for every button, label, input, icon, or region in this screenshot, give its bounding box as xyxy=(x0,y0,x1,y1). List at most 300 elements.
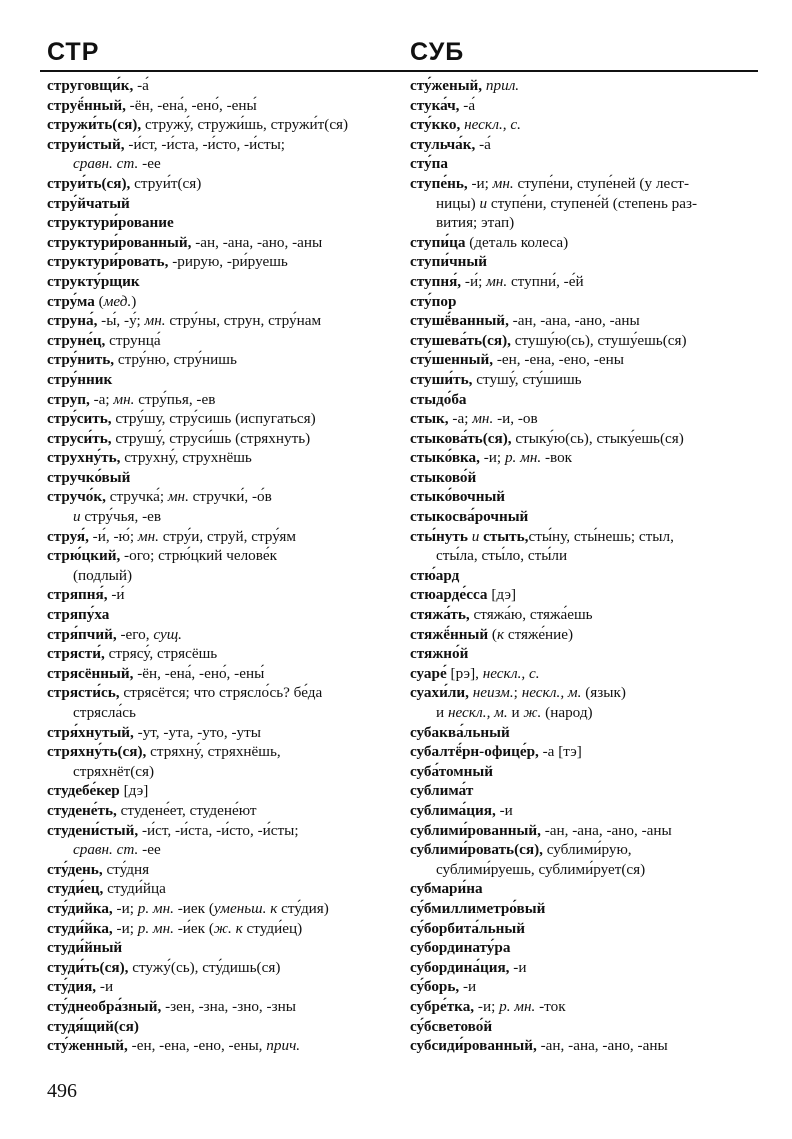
entry-continuation xyxy=(47,154,397,174)
grammar-label: и xyxy=(479,194,488,212)
headword: сту́дийка, xyxy=(47,899,113,917)
headword: стрясти́сь, xyxy=(47,684,120,702)
dictionary-entry xyxy=(410,585,760,605)
entry-continuation xyxy=(410,703,760,723)
headword: субаква́льный xyxy=(410,723,510,741)
headword: стря́пчий, xyxy=(47,625,117,643)
dictionary-entry xyxy=(410,487,760,507)
headword: стря́хнутый, xyxy=(47,723,134,741)
dictionary-entry xyxy=(410,919,760,939)
headword: струхну́ть, xyxy=(47,449,121,467)
headword: струна́, xyxy=(47,312,98,330)
header-right-guide-word: СУБ xyxy=(410,38,465,66)
entry-text: [дэ] xyxy=(487,586,517,604)
headword: сту́днеобра́зный, xyxy=(47,997,162,1015)
dictionary-entry xyxy=(47,919,397,939)
entry-text: [рэ], xyxy=(446,664,483,682)
headword: стыко́вка, xyxy=(410,449,480,467)
dictionary-entry xyxy=(410,742,760,762)
dictionary-entry xyxy=(410,311,760,331)
entry-continuation xyxy=(410,213,760,233)
headword: субре́тка, xyxy=(410,997,475,1015)
headword: струи́стый, xyxy=(47,135,125,153)
dictionary-entry xyxy=(47,429,397,449)
entry-text: ( xyxy=(94,292,104,310)
entry-text: сты́ла, сты́ло, сты́ли xyxy=(436,547,568,565)
header-rule xyxy=(40,70,758,72)
entry-text: струшу́, струси́шь (стряхнуть) xyxy=(111,429,311,447)
dictionary-entry xyxy=(47,625,397,645)
grammar-label: прич. xyxy=(266,1037,301,1055)
entry-text: (деталь колеса) xyxy=(465,233,569,251)
entry-text: стужу́(сь), сту́дишь(ся) xyxy=(128,958,281,976)
dictionary-entry xyxy=(410,527,760,547)
entry-text: стушу́, сту́шишь xyxy=(472,370,582,388)
grammar-label: мн. xyxy=(167,488,189,506)
entry-text: [дэ] xyxy=(119,782,149,800)
dictionary-entry xyxy=(410,683,760,703)
headword: стыко́вочный xyxy=(410,488,506,506)
entry-text: струи́т(ся) xyxy=(130,174,202,192)
entry-text: стрясу́, стрясёшь xyxy=(104,645,218,663)
dictionary-entry xyxy=(47,115,397,135)
headword: суба́томный xyxy=(410,762,493,780)
dictionary-entry xyxy=(410,566,760,586)
entry-text: -и́ст, -и́ста, -и́сто, -и́сты; xyxy=(138,821,299,839)
dictionary-entry xyxy=(410,115,760,135)
entry-text: -ен, -ена, -ено, -ены xyxy=(493,351,624,369)
headword: су́бсветово́й xyxy=(410,1017,493,1035)
entry-text: ) xyxy=(131,292,137,310)
grammar-label: нескл., м. xyxy=(447,704,508,721)
headword: струне́ц, xyxy=(47,331,106,349)
dictionary-entry xyxy=(410,448,760,468)
headword: су́бмиллиметро́вый xyxy=(410,899,546,917)
grammar-label: р. мн. xyxy=(137,919,174,937)
entry-text: -и́; xyxy=(461,272,487,290)
headword: сублими́ровать(ся), xyxy=(410,841,543,859)
grammar-label: мн. xyxy=(137,527,159,545)
headword: ступе́нь, xyxy=(410,174,468,192)
entry-text: -и; xyxy=(112,899,138,917)
entry-text: -ан, -ана, -ано, -аны xyxy=(540,821,672,839)
dictionary-entry xyxy=(47,487,397,507)
headword: стыть, xyxy=(483,527,529,545)
grammar-label: и xyxy=(73,508,81,526)
grammar-label: мн. xyxy=(492,174,514,192)
page-number: 496 xyxy=(47,1080,77,1102)
entry-text: и xyxy=(436,704,448,721)
headword: ступи́чный xyxy=(410,253,488,271)
headword: стряхну́ть(ся), xyxy=(47,743,147,761)
dictionary-entry xyxy=(47,781,397,801)
entry-text: -и́ст, -и́ста, -и́сто, -и́сты; xyxy=(124,135,286,153)
header-left-guide-word: СТР xyxy=(47,38,100,66)
entry-text: стружу́, стружи́шь, стружи́т(ся) xyxy=(141,116,349,134)
entry-text: -и; xyxy=(479,449,505,467)
headword: студени́стый, xyxy=(47,821,139,839)
headword: стуши́ть, xyxy=(410,370,473,388)
headword: стружи́ть(ся), xyxy=(47,116,142,134)
dictionary-entry xyxy=(47,899,397,919)
grammar-label: и xyxy=(467,527,484,545)
entry-text: ; xyxy=(513,684,522,702)
entry-text: -и, -ов xyxy=(493,410,538,428)
entry-text: ницы) xyxy=(436,194,480,212)
headword: струи́ть(ся), xyxy=(47,174,131,192)
dictionary-entry xyxy=(47,644,397,664)
headword: стручко́вый xyxy=(47,468,131,486)
dictionary-entry xyxy=(47,233,397,253)
grammar-label: уменьш. к xyxy=(213,899,278,917)
dictionary-entry xyxy=(410,879,760,899)
entry-text: -ен, -ена, -ено, -ены, xyxy=(127,1037,267,1055)
dictionary-entry xyxy=(410,331,760,351)
dictionary-entry xyxy=(47,958,397,978)
dictionary-entry xyxy=(47,272,397,292)
headword: стыкова́ть(ся), xyxy=(410,429,512,447)
dictionary-entry xyxy=(47,135,397,155)
headword: стручо́к, xyxy=(47,488,106,506)
headword: стяжа́ть, xyxy=(410,606,470,624)
entry-text: -ее xyxy=(138,841,161,859)
headword: стяжё́нный xyxy=(410,625,489,643)
dictionary-entry xyxy=(410,272,760,292)
dictionary-entry xyxy=(410,625,760,645)
entry-text: -а́ xyxy=(459,96,476,114)
dictionary-entry xyxy=(410,1017,760,1037)
entry-text: -ток xyxy=(535,997,566,1015)
entry-text: ступе́ни, ступе́ней (у лест- xyxy=(513,174,690,192)
headword: стрясённый, xyxy=(47,664,134,682)
headword: стюарде́сса xyxy=(410,586,488,604)
entry-text: -и xyxy=(495,801,513,819)
dictionary-entry xyxy=(47,585,397,605)
entry-text: -ан, -ана, -ано, -аны xyxy=(191,233,323,251)
entry-text: студи́йца xyxy=(103,880,166,898)
headword: субалтё́рн-офице́р, xyxy=(410,743,539,761)
entry-text: -ан, -ана, -ано, -аны xyxy=(536,1037,668,1055)
dictionary-entry xyxy=(47,1036,397,1056)
headword: струговщи́к, xyxy=(47,77,134,94)
headword: стрю́цкий, xyxy=(47,547,121,565)
dictionary-entry xyxy=(410,370,760,390)
entry-text: -и́ xyxy=(107,586,125,604)
dictionary-entry xyxy=(410,958,760,978)
entry-text: -а; xyxy=(89,390,114,408)
entry-text: -ан, -ана, -ано, -аны xyxy=(508,312,640,330)
dictionary-entry xyxy=(47,468,397,488)
headword: структури́рованный, xyxy=(47,233,192,251)
headword: сту́шенный, xyxy=(410,351,494,369)
entry-text: стыку́ю(сь), стыку́ешь(ся) xyxy=(511,429,684,447)
dictionary-entry xyxy=(410,350,760,370)
headword: структури́ровать, xyxy=(47,253,169,271)
dictionary-entry xyxy=(410,938,760,958)
entry-text: -и́ек ( xyxy=(173,919,214,937)
dictionary-entry xyxy=(410,821,760,841)
dictionary-entry xyxy=(410,840,760,860)
headword: стыкосва́рочный xyxy=(410,508,529,526)
dictionary-entry xyxy=(410,723,760,743)
headword: суахи́ли, xyxy=(410,684,469,702)
dictionary-entry xyxy=(410,644,760,664)
grammar-label: прил. xyxy=(485,77,520,94)
dictionary-entry xyxy=(410,664,760,684)
dictionary-entry xyxy=(410,409,760,429)
headword: студи́ец, xyxy=(47,880,104,898)
entry-continuation xyxy=(47,840,397,860)
dictionary-entry xyxy=(47,448,397,468)
headword: сты́нуть xyxy=(410,527,468,545)
entry-text: -и; xyxy=(474,997,500,1015)
headword: стряпу́ха xyxy=(47,606,110,624)
headword: стыдо́ба xyxy=(410,390,467,408)
headword: стю́ард xyxy=(410,566,460,584)
entry-text: стряхну́, стряхнёшь, xyxy=(146,743,281,761)
dictionary-entry xyxy=(410,390,760,410)
headword: стульча́к, xyxy=(410,135,476,153)
dictionary-entry xyxy=(410,1036,760,1056)
headword: стряпня́, xyxy=(47,586,108,604)
dictionary-entry xyxy=(47,96,397,116)
dictionary-entry xyxy=(47,194,397,214)
headword: струси́ть, xyxy=(47,429,112,447)
entry-text: стушу́ю(сь), стушу́ешь(ся) xyxy=(510,331,687,349)
entry-text: -вок xyxy=(541,449,573,467)
headword: сту́пор xyxy=(410,292,457,310)
grammar-label: неизм. xyxy=(472,684,514,702)
entry-text: стру́ню, стру́нишь xyxy=(114,351,237,369)
entry-continuation xyxy=(47,703,397,723)
entry-text: сты́ну, сты́нешь; стыл, xyxy=(528,527,674,545)
headword: струп, xyxy=(47,390,90,408)
entry-text: ( xyxy=(488,625,497,643)
entry-text: ступни́, -е́й xyxy=(507,272,584,290)
entry-text: сту́дия) xyxy=(277,899,329,917)
dictionary-entry xyxy=(47,801,397,821)
headword: структу́рщик xyxy=(47,272,140,290)
grammar-label: мн. xyxy=(486,272,508,290)
dictionary-entry xyxy=(47,977,397,997)
dictionary-entry xyxy=(47,370,397,390)
headword: ступня́, xyxy=(410,272,462,290)
entry-continuation xyxy=(47,507,397,527)
dictionary-entry xyxy=(410,977,760,997)
grammar-label: мн. xyxy=(144,312,166,330)
entry-text: студене́ет, студене́ют xyxy=(116,801,257,819)
headword: стру́йчатый xyxy=(47,194,130,212)
dictionary-entry xyxy=(410,507,760,527)
entry-text: -и; xyxy=(112,919,138,937)
entry-text: сту́дня xyxy=(102,860,150,878)
entry-text: -иек ( xyxy=(173,899,214,917)
headword: су́борь, xyxy=(410,978,460,996)
dictionary-entry xyxy=(410,997,760,1017)
headword: струя́, xyxy=(47,527,89,545)
entry-text: -а́ xyxy=(133,77,149,94)
entry-text: стрясла́сь xyxy=(73,704,136,721)
headword: сту́па xyxy=(410,155,448,173)
headword: стяжно́й xyxy=(410,645,469,663)
entry-text: стручки́, -о́в xyxy=(188,488,272,506)
grammar-label: нескл., с. xyxy=(464,116,521,134)
headword: струё́нный, xyxy=(47,96,126,114)
headword: студебе́кер xyxy=(47,782,120,800)
entry-text: ступе́ни, ступене́й (степень раз- xyxy=(487,194,698,212)
dictionary-entry xyxy=(47,742,397,762)
dictionary-entry xyxy=(410,135,760,155)
entry-text: (народ) xyxy=(541,704,593,721)
entry-text: -ён, -ена́, -ено́, -ены́ xyxy=(133,664,265,682)
headword: стру́нить, xyxy=(47,351,115,369)
dictionary-entry xyxy=(410,899,760,919)
headword: студи́йный xyxy=(47,939,123,957)
entry-text: -и xyxy=(509,958,527,976)
dictionary-entry xyxy=(47,390,397,410)
headword: су́борбита́льный xyxy=(410,919,525,937)
grammar-label: ж. xyxy=(523,704,542,721)
headword: стыково́й xyxy=(410,468,477,486)
entry-text: студи́ец) xyxy=(242,919,303,937)
headword: субмари́на xyxy=(410,880,483,898)
entry-text: вития; этап) xyxy=(436,214,515,232)
entry-text: -и́, -ю́; xyxy=(88,527,138,545)
headword: суаре́ xyxy=(410,664,447,682)
left-column xyxy=(47,76,397,1056)
entry-continuation xyxy=(47,566,397,586)
entry-text: -его, xyxy=(116,625,154,643)
dictionary-entry xyxy=(47,213,397,233)
headword: студене́ть, xyxy=(47,801,117,819)
headword: стушё́ванный, xyxy=(410,312,509,330)
entry-text: стру́и, струй, стру́ям xyxy=(158,527,297,545)
headword: субординату́ра xyxy=(410,939,511,957)
dictionary-entry xyxy=(410,781,760,801)
headword: студи́ть(ся), xyxy=(47,958,129,976)
dictionary-entry xyxy=(410,174,760,194)
dictionary-entry xyxy=(410,252,760,272)
grammar-label: сравн. ст. xyxy=(73,155,139,173)
dictionary-entry xyxy=(47,879,397,899)
headword: сту́кко, xyxy=(410,116,461,134)
entry-text: -и; xyxy=(467,174,493,192)
dictionary-entry xyxy=(47,1017,397,1037)
grammar-label: сущ. xyxy=(153,625,182,643)
entry-continuation xyxy=(47,762,397,782)
dictionary-entry xyxy=(47,252,397,272)
grammar-label: ж. к xyxy=(213,919,243,937)
entry-text: стяжа́ю, стяжа́ешь xyxy=(469,606,593,624)
grammar-label: нескл., м. xyxy=(521,684,582,702)
grammar-label: р. мн. xyxy=(137,899,174,917)
entry-text: стру́шу, стру́сишь (испугаться) xyxy=(111,410,316,428)
dictionary-entry xyxy=(410,233,760,253)
entry-text: -ут, -ута, -уто, -уты xyxy=(133,723,261,741)
dictionary-entry xyxy=(47,292,397,312)
headword: сту́женый, xyxy=(410,77,483,94)
entry-text: -а́ xyxy=(475,135,491,153)
headword: студи́йка, xyxy=(47,919,113,937)
dictionary-entry xyxy=(410,429,760,449)
dictionary-entry xyxy=(410,96,760,116)
dictionary-entry xyxy=(47,546,397,566)
headword: субсиди́рованный, xyxy=(410,1037,537,1055)
entry-text: -и xyxy=(96,978,114,996)
headword: сту́дия, xyxy=(47,978,97,996)
headword: студя́щий(ся) xyxy=(47,1017,139,1035)
headword: сту́день, xyxy=(47,860,103,878)
dictionary-entry xyxy=(47,821,397,841)
entry-text: -ы́, -у́; xyxy=(97,312,145,330)
entry-text: -а; xyxy=(448,410,473,428)
entry-text: и xyxy=(507,704,524,721)
entry-text: стрясётся; что стрясло́сь? бе́да xyxy=(119,684,323,702)
grammar-label: р. мн. xyxy=(504,449,542,467)
entry-text: стру́чья, -ев xyxy=(80,508,162,526)
entry-text: -а [тэ] xyxy=(538,743,582,761)
dictionary-entry xyxy=(47,938,397,958)
entry-text: -ён, -ена́, -ено́, -ены́ xyxy=(125,96,257,114)
dictionary-entry xyxy=(410,154,760,174)
grammar-label: мн. xyxy=(472,410,494,428)
grammar-label: к xyxy=(496,625,505,643)
dictionary-entry xyxy=(410,292,760,312)
entry-text: -ее xyxy=(138,155,161,173)
headword: стык, xyxy=(410,410,449,428)
dictionary-entry xyxy=(47,409,397,429)
dictionary-entry xyxy=(47,174,397,194)
headword: стру́нник xyxy=(47,370,113,388)
entry-text: сублими́руешь, сублими́рует(ся) xyxy=(436,860,646,878)
grammar-label: сравн. ст. xyxy=(73,841,139,859)
headword: структури́рование xyxy=(47,214,174,232)
entry-text: сублими́рую, xyxy=(542,841,632,859)
dictionary-entry xyxy=(47,331,397,351)
dictionary-entry xyxy=(410,605,760,625)
dictionary-entry xyxy=(47,311,397,331)
dictionary-entry xyxy=(47,723,397,743)
dictionary-entry xyxy=(47,605,397,625)
headword: стука́ч, xyxy=(410,96,460,114)
dictionary-entry xyxy=(47,664,397,684)
dictionary-entry xyxy=(47,76,397,96)
dictionary-entry xyxy=(410,76,760,96)
entry-text: стру́ны, струн, стру́нам xyxy=(165,312,322,330)
entry-text: -ого; стрю́цкий челове́к xyxy=(120,547,277,565)
entry-continuation xyxy=(410,860,760,880)
entry-text: струнца́ xyxy=(105,331,161,349)
dictionary-entry xyxy=(47,527,397,547)
entry-text: -рирую, -ри́руешь xyxy=(168,253,288,271)
dictionary-entry xyxy=(47,997,397,1017)
right-column xyxy=(410,76,760,1056)
dictionary-entry xyxy=(410,801,760,821)
headword: стру́сить, xyxy=(47,410,112,428)
headword: стушева́ть(ся), xyxy=(410,331,511,349)
entry-continuation xyxy=(410,546,760,566)
grammar-label: мед. xyxy=(103,292,132,310)
headword: стру́ма xyxy=(47,292,95,310)
entry-text: -и xyxy=(459,978,477,996)
dictionary-entry xyxy=(410,468,760,488)
headword: сублима́т xyxy=(410,782,474,800)
dictionary-entry xyxy=(47,350,397,370)
grammar-label: р. мн. xyxy=(499,997,536,1015)
grammar-label: мн. xyxy=(113,390,135,408)
entry-text: (подлый) xyxy=(73,566,133,584)
entry-text: стряхнёт(ся) xyxy=(73,762,155,780)
